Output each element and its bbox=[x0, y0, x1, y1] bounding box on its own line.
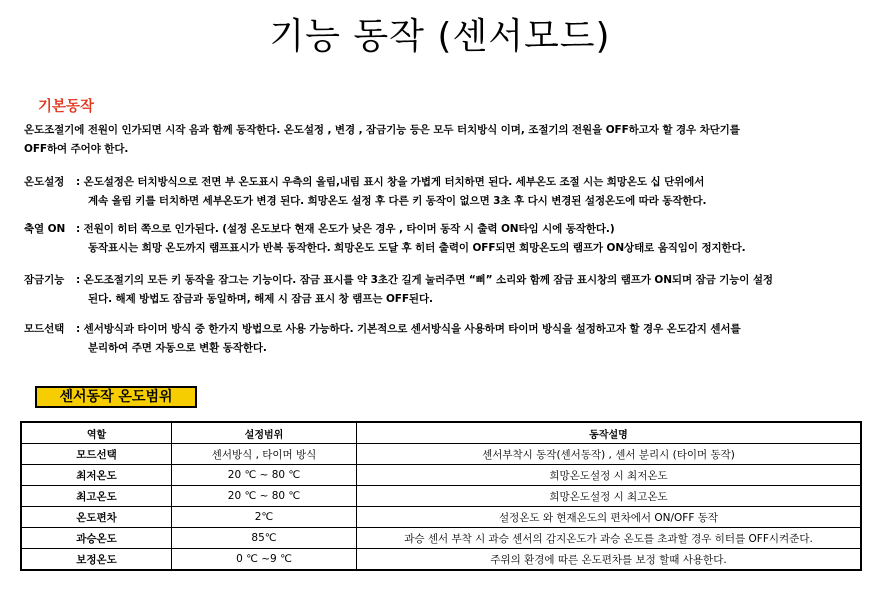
cell-role: 과승온도 bbox=[21, 528, 172, 549]
item-label: 모드선택 bbox=[24, 323, 65, 335]
item-line: 계속 올림 키를 터치하면 세부온도가 변경 된다. 희망온도 설정 후 다른 키 동작이 없으면 3초 후 다시 변경된 설정온도에 따라 동작한다. bbox=[88, 195, 707, 207]
header-range: 설정범위 bbox=[172, 422, 357, 444]
cell-role: 온도편차 bbox=[21, 507, 172, 528]
cell-range: 2℃ bbox=[172, 507, 357, 528]
cell-role: 최고온도 bbox=[21, 486, 172, 507]
section-title-basic: 기본동작 bbox=[38, 99, 95, 115]
cell-role: 최저온도 bbox=[21, 465, 172, 486]
item-line: : 전원이 히터 쪽으로 인가된다. (설정 온도보다 현재 온도가 낮은 경우 , 타이머 동작 시 출력 ON타임 시에 동작한다.) bbox=[76, 223, 615, 235]
table-row bbox=[21, 549, 861, 571]
table-row bbox=[21, 465, 861, 486]
item-label: 축열 ON bbox=[24, 223, 66, 235]
item-line: 된다. 해제 방법도 잠금과 동일하며, 해제 시 잠금 표시 창 램프는 OFF된다. bbox=[88, 293, 433, 305]
cell-description: 센서부착시 동작(센서동작) , 센서 분리시 (타이머 동작) bbox=[357, 444, 862, 465]
item-line: 분리하여 주면 자동으로 변환 동작한다. bbox=[88, 342, 267, 354]
item-temp-setting bbox=[24, 173, 864, 211]
section-title-range: 센서동작 온도범위 bbox=[35, 386, 197, 408]
cell-range: 20 ℃ ~ 80 ℃ bbox=[172, 465, 357, 486]
cell-range: 0 ℃ ~9 ℃ bbox=[172, 549, 357, 571]
item-mode-select bbox=[24, 320, 864, 358]
cell-role: 보정온도 bbox=[21, 549, 172, 571]
cell-range: 20 ℃ ~ 80 ℃ bbox=[172, 486, 357, 507]
header-role: 역할 bbox=[21, 422, 172, 444]
table-row bbox=[21, 444, 861, 465]
intro-paragraph bbox=[24, 121, 864, 159]
item-line: : 온도조절기의 모든 키 동작을 잠그는 기능이다. 잠금 표시를 약 3초간 길게 눌러주면 “삐” 소리와 함께 잠금 표시창의 램프가 ON되며 잠금 기능이 설정 bbox=[76, 274, 773, 286]
cell-role: 모드선택 bbox=[21, 444, 172, 465]
header-description: 동작설명 bbox=[357, 422, 862, 444]
table-row bbox=[21, 528, 861, 549]
cell-range: 85℃ bbox=[172, 528, 357, 549]
cell-description: 설정온도 와 현재온도의 편차에서 ON/OFF 동작 bbox=[357, 507, 862, 528]
item-lock bbox=[24, 271, 864, 309]
table-row bbox=[21, 507, 861, 528]
cell-description: 주위의 환경에 따른 온도편차를 보정 할때 사용한다. bbox=[357, 549, 862, 571]
item-line: : 온도설정은 터치방식으로 전면 부 온도표시 우측의 올림,내림 표시 창을 가볍게 터치하면 된다. 세부온도 조절 시는 희망온도 십 단위에서 bbox=[76, 176, 705, 188]
cell-description: 과승 센서 부착 시 과승 센서의 감지온도가 과승 온도를 초과할 경우 히터를 OFF시켜준다. bbox=[357, 528, 862, 549]
cell-description: 희망온도설정 시 최저온도 bbox=[357, 465, 862, 486]
intro-line: 온도조절기에 전원이 인가되면 시작 음과 함께 동작한다. 온도설정 , 변경 , 잠금기능 등은 모두 터치방식 이며, 조절기의 전원을 OFF하고자 할 경우 차단기를 bbox=[24, 124, 740, 136]
page-title: 기능 동작 (센서모드) bbox=[269, 16, 611, 57]
item-line: : 센서방식과 타이머 방식 중 한가지 방법으로 사용 가능하다. 기본적으로 센서방식을 사용하며 타이머 방식을 설정하고자 할 경우 온도감지 센서를 bbox=[76, 323, 741, 335]
cell-range: 센서방식 , 타이머 방식 bbox=[172, 444, 357, 465]
range-table bbox=[20, 421, 862, 571]
item-label: 온도설정 bbox=[24, 176, 65, 188]
item-line: 동작표시는 희망 온도까지 램프표시가 반복 동작한다. 희망온도 도달 후 히터 출력이 OFF되면 희망온도의 램프가 ON상태로 움직임이 정지한다. bbox=[88, 242, 746, 254]
item-label: 잠금기능 bbox=[24, 274, 65, 286]
table-row bbox=[21, 486, 861, 507]
item-heat-on bbox=[24, 220, 864, 258]
table-header-row bbox=[21, 422, 861, 444]
cell-description: 희망온도설정 시 최고온도 bbox=[357, 486, 862, 507]
intro-line: OFF하여 주어야 한다. bbox=[24, 143, 129, 155]
